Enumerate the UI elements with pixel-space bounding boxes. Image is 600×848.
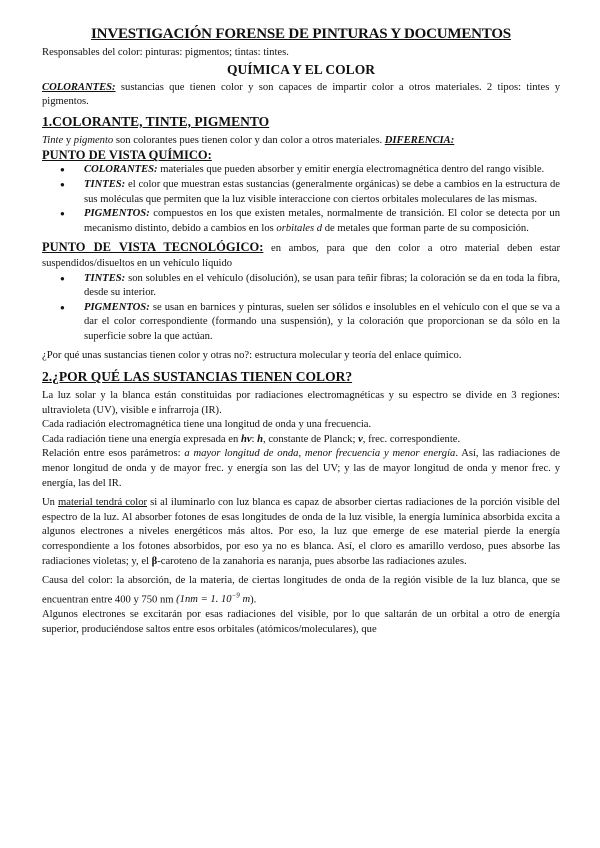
p4-text: Relación entre esos parámetros: [42, 448, 185, 460]
h-symbol: h [257, 433, 264, 445]
item-text: se usan en barnices y pinturas, suelen ser sólidos e insolubles en el vehículo con el que se va a dar el color correspondiente (formando una suspensión), y la coloración que proporcionan se da sólo en la superficie sobre la que actúan. [84, 301, 560, 342]
intro-tinte: Tinte [42, 134, 64, 146]
formula-exponent: −9 [231, 591, 240, 600]
orbitales-d: orbitales d [276, 222, 323, 234]
colorantes-term: COLORANTES: [42, 81, 116, 93]
s2-p4 [42, 447, 560, 491]
p3-colon: : [251, 433, 258, 445]
quimica-heading: QUÍMICA Y EL COLOR [227, 61, 375, 77]
intro-y: y [63, 134, 74, 146]
section1-heading: 1.COLORANTE, TINTE, PIGMENTO [42, 113, 270, 129]
list-item [42, 207, 560, 236]
p5-text: -caroteno de la zanahoria es naranja, pues absorbe las radiaciones azules. [157, 555, 467, 567]
p6-text: Causa del color: la absorción, de la materia, de ciertas longitudes de onda de la región visible de la luz blanca, que se encuentran entre 400 y 750 nm [42, 575, 560, 606]
list-item [42, 272, 560, 301]
intro-pigmento: pigmento [73, 134, 114, 146]
beta-symbol: β [151, 555, 158, 567]
tecno-list [42, 272, 560, 345]
colorantes-paragraph [42, 81, 560, 110]
document-page [42, 26, 560, 637]
section1-intro [42, 134, 560, 149]
formula-base: (1nm = 1. 10 [176, 594, 232, 606]
p4-text: . Así, las radiaciones de menor longitud de onda y de mayor frec. y energía son las del UV; y las de mayor longitud de onda y menor frec. y energía, las del IR. [42, 448, 560, 489]
item-term: TINTES: [84, 272, 126, 284]
colorantes-text: sustancias que tienen color y son capaces de impartir color a otros materiales. 2 tipos: tintes y pigmentos. [42, 81, 560, 108]
s2-p2: Cada radiación electromagnética tiene una longitud de onda y una frecuencia. [42, 419, 372, 431]
p5-text: Un [42, 497, 58, 509]
p3-text: , constante de Planck; [263, 433, 359, 445]
responsables-line: Responsables del color: pinturas: pigmentos; tintas: tintes. [42, 47, 289, 58]
intro-text: son colorantes pues tienen color y dan color a otros materiales. [113, 134, 385, 146]
p3-text: , frec. correspondiente. [362, 433, 461, 445]
tecno-paragraph [42, 240, 560, 271]
item-text: son solubles en el vehículo (disolución), se usan para teñir fibras; la coloración se da en toda la fibra, desde su interior. [84, 272, 560, 299]
p4-italic: a mayor longitud de onda, menor frecuencia y menor energía [184, 448, 456, 460]
page-title: INVESTIGACIÓN FORENSE DE PINTURAS Y DOCUMENTOS [91, 26, 511, 42]
item-text: de metales que forman parte de su composición. [322, 222, 529, 234]
tecno-text: en ambos, para que den color a otro material deben estar suspendidos/disueltos en un vehículo líquido [42, 243, 560, 269]
diferencia-label: DIFERENCIA: [384, 134, 455, 146]
p6-close: ). [250, 594, 257, 606]
p5-text: si al iluminarlo con luz blanca es capaz de absorber ciertas radiaciones de la porción visible del espectro de la luz. Al absorber fotones de esas longitudes de onda de la luz visible, la energía lumínica absorbida excita a algunos electrones a niveles energéticos más altos. Por eso, la luz que emerge de ese material pierde la energía correspondiente a los fotones absorbidos, por eso ya no es blanca. Así, el cloro es amarillo verdoso, pues absorbe las radiaciones violetas; y, el [42, 497, 560, 567]
item-text: compuestos en los que existen metales, normalmente de transición. El color se detecta por un mecanismo distinto, debido a cambios en los [84, 208, 560, 234]
item-text: materiales que pueden absorber y emitir energía electromagnética dentro del rango visible. [157, 164, 545, 176]
quimico-heading: PUNTO DE VISTA QUÍMICO: [42, 148, 212, 163]
pregunta-line: ¿Por qué unas sustancias tienen color y otras no?: estructura molecular y teoría del enlace químico. [42, 349, 462, 361]
list-item [42, 163, 560, 178]
s2-p3 [42, 433, 560, 448]
p3-text: Cada radiación tiene una energía expresada en [42, 433, 241, 445]
s2-p1: La luz solar y la blanca están constituidas por radiaciones electromagnéticas y su espectro se divide en 3 regiones: ultravioleta (UV), visible e infrarroja (IR). [42, 390, 560, 416]
formula [176, 591, 251, 606]
formula-unit: m [239, 594, 251, 606]
p5-underlined: material tendrá color [58, 497, 148, 509]
s2-p5 [42, 496, 560, 569]
s2-p6 [42, 574, 560, 608]
s2-p7: Algunos electrones se excitarán por esas radiaciones del visible, por lo que saltarán de un orbital a otro de energía superior, produciéndose saltos entre esos orbitales (atómicos/moleculares), que [42, 608, 560, 635]
item-text: el color que muestran estas sustancias (generalmente orgánicas) se debe a cambios en la estructura de sus moléculas que permiten que la luz visible interaccione con ciertos orbitales moleculares de las mismas. [84, 178, 560, 205]
quimico-list [42, 163, 560, 236]
item-term: TINTES: [84, 178, 126, 190]
list-item [42, 301, 560, 345]
item-term: PIGMENTOS: [84, 208, 150, 220]
tecno-heading: PUNTO DE VISTA TECNOLÓGICO: [42, 240, 264, 255]
hv-symbol: hv [240, 433, 252, 445]
list-item [42, 178, 560, 207]
item-term: PIGMENTOS: [84, 301, 150, 313]
item-term: COLORANTES: [84, 164, 158, 176]
section2-heading: 2.¿POR QUÉ LAS SUSTANCIAS TIENEN COLOR? [42, 369, 353, 385]
v-symbol: v [358, 433, 363, 445]
